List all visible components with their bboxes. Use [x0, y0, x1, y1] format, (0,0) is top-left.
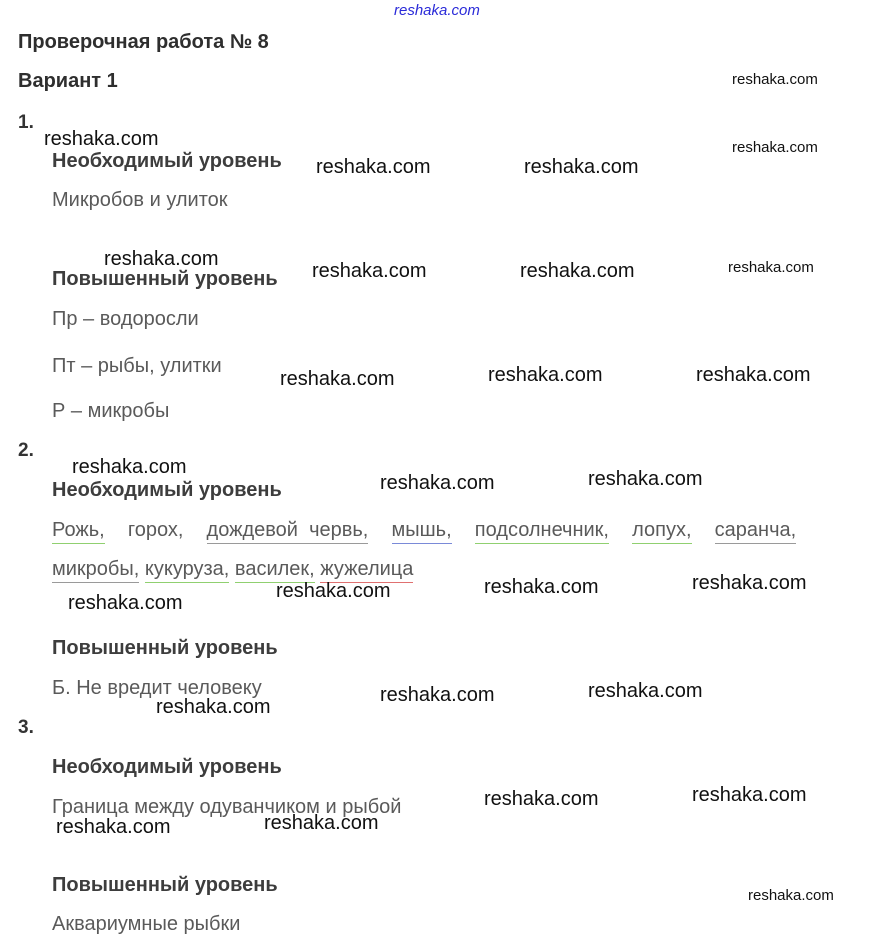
- watermark: reshaka.com: [380, 684, 495, 706]
- watermark: reshaka.com: [696, 364, 811, 386]
- watermark: reshaka.com: [692, 572, 807, 594]
- answer-item: саранча,: [715, 519, 797, 544]
- answer-item: мышь,: [392, 519, 452, 544]
- watermark: reshaka.com: [316, 156, 431, 178]
- answer-item: василек,: [235, 558, 315, 583]
- section-2-basic-label: Необходимый уровень: [52, 479, 282, 501]
- watermark: reshaka.com: [692, 784, 807, 806]
- variant-title: Вариант 1: [18, 70, 118, 92]
- watermark: reshaka.com: [104, 248, 219, 270]
- watermark: reshaka.com: [728, 259, 814, 276]
- answer-item: кукуруза,: [145, 558, 229, 583]
- watermark: reshaka.com: [588, 680, 703, 702]
- section-1-advanced-answer-2: Пт – рыбы, улитки: [52, 355, 222, 377]
- section-1-advanced-label: Повышенный уровень: [52, 268, 278, 290]
- watermark: reshaka.com: [44, 128, 159, 150]
- watermark: reshaka.com: [276, 580, 391, 602]
- watermark: reshaka.com: [732, 139, 818, 156]
- watermark: reshaka.com: [488, 364, 603, 386]
- section-3-basic-answer: Граница между одуванчиком и рыбой: [52, 796, 402, 818]
- watermark: reshaka.com: [524, 156, 639, 178]
- section-3-advanced-answer: Аквариумные рыбки: [52, 913, 241, 935]
- watermark: reshaka.com: [68, 592, 183, 614]
- watermark: reshaka.com: [72, 456, 187, 478]
- section-3-advanced-label: Повышенный уровень: [52, 874, 278, 896]
- watermark: reshaka.com: [56, 816, 171, 838]
- answer-item: дождевой червь,: [207, 519, 369, 544]
- watermark: reshaka.com: [732, 71, 818, 88]
- section-number-1: 1.: [18, 112, 34, 133]
- section-2-basic-answer-line-1: [52, 519, 878, 544]
- answer-item: жужелица: [320, 558, 413, 583]
- section-1-basic-answer: Микробов и улиток: [52, 189, 228, 211]
- section-number-2: 2.: [18, 440, 34, 461]
- section-2-advanced-label: Повышенный уровень: [52, 637, 278, 659]
- section-1-advanced-answer-1: Пр – водоросли: [52, 308, 199, 330]
- page-title: Проверочная работа № 8: [18, 31, 269, 53]
- answer-item: Рожь,: [52, 519, 105, 544]
- section-3-basic-label: Необходимый уровень: [52, 756, 282, 778]
- watermark: reshaka.com: [156, 696, 271, 718]
- answer-item: микробы,: [52, 558, 139, 583]
- top-watermark-link[interactable]: reshaka.com: [394, 2, 480, 19]
- section-1-basic-label: Необходимый уровень: [52, 150, 282, 172]
- watermark: reshaka.com: [380, 472, 495, 494]
- watermark: reshaka.com: [748, 887, 834, 904]
- answer-item: лопух,: [632, 519, 691, 544]
- watermark: reshaka.com: [484, 576, 599, 598]
- watermark: reshaka.com: [264, 812, 379, 834]
- section-number-3: 3.: [18, 717, 34, 738]
- section-2-advanced-answer: Б. Не вредит человеку: [52, 677, 262, 699]
- answer-item: подсолнечник,: [475, 519, 609, 544]
- watermark: reshaka.com: [280, 368, 395, 390]
- watermark: reshaka.com: [312, 260, 427, 282]
- watermark: reshaka.com: [484, 788, 599, 810]
- section-1-advanced-answer-3: Р – микробы: [52, 400, 170, 422]
- watermark: reshaka.com: [588, 468, 703, 490]
- watermark: reshaka.com: [520, 260, 635, 282]
- answer-item: горох,: [127, 519, 184, 541]
